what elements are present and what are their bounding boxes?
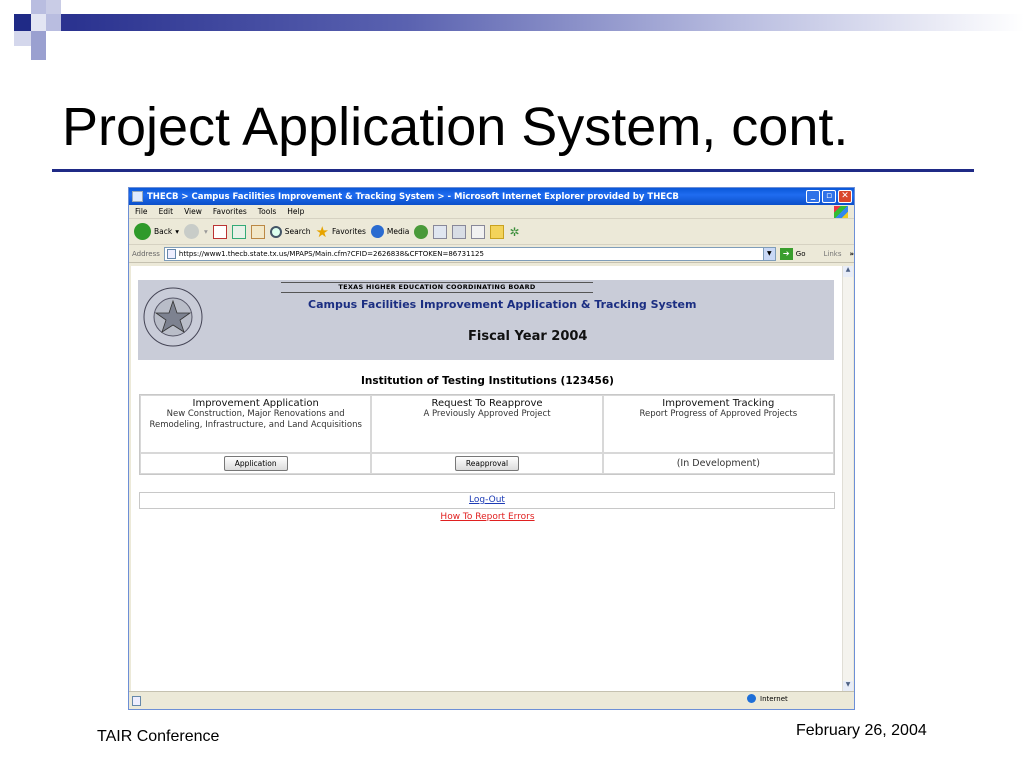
board-rule-bottom xyxy=(281,292,593,293)
window-titlebar[interactable] xyxy=(129,188,854,205)
menu-favorites[interactable]: Favorites xyxy=(212,207,247,216)
search-icon xyxy=(270,226,282,238)
decor-square xyxy=(46,14,61,31)
history-icon[interactable] xyxy=(414,225,428,239)
table-cell xyxy=(603,453,834,474)
go-button[interactable] xyxy=(780,248,806,260)
column-heading: Request To Reapprove xyxy=(431,398,543,409)
address-url: https://www1.thecb.state.tx.us/MPAPS/Main.cfm?CFID=2626838&CFTOKEN=86731125 xyxy=(178,249,484,258)
decor-square xyxy=(46,0,61,14)
table-cell xyxy=(371,453,602,474)
chevron-down-icon: ▾ xyxy=(203,227,208,236)
favorites-label: Favorites xyxy=(331,227,366,236)
decor-square xyxy=(31,46,46,60)
title-rule xyxy=(52,169,974,172)
mail-icon[interactable] xyxy=(433,225,447,239)
menu-bar xyxy=(129,205,854,219)
window-title: THECB > Campus Facilities Improvement & Tracking System > - Microsoft Internet Explorer provided by THECB xyxy=(147,191,679,202)
home-icon[interactable] xyxy=(251,225,265,239)
media-button[interactable] xyxy=(371,225,410,238)
menu-tools[interactable]: Tools xyxy=(257,207,277,216)
back-label: Back xyxy=(154,227,173,236)
go-arrow-icon: ➔ xyxy=(780,248,793,260)
options-table xyxy=(139,394,835,475)
scroll-up-icon[interactable]: ▲ xyxy=(843,266,853,277)
status-bar xyxy=(129,691,855,709)
fiscal-year: Fiscal Year 2004 xyxy=(468,329,588,344)
column-heading: Improvement Application xyxy=(192,398,319,409)
chevron-down-icon[interactable]: ▼ xyxy=(763,248,775,260)
minimize-button[interactable]: _ xyxy=(806,190,820,203)
globe-icon xyxy=(747,694,756,703)
back-arrow-icon xyxy=(134,223,151,240)
table-cell xyxy=(603,395,834,453)
header-gradient-bar xyxy=(74,14,1024,31)
decor-square xyxy=(61,14,74,31)
decor-square xyxy=(31,31,46,46)
stop-icon[interactable] xyxy=(213,225,227,239)
folder-icon[interactable] xyxy=(490,225,504,239)
back-button[interactable] xyxy=(134,223,179,240)
table-cell xyxy=(140,395,371,453)
footer-date: February 26, 2004 xyxy=(796,722,927,739)
refresh-icon[interactable] xyxy=(232,225,246,239)
search-button[interactable] xyxy=(270,226,311,238)
menu-file[interactable]: File xyxy=(135,207,148,216)
column-description: Report Progress of Approved Projects xyxy=(639,409,798,419)
chevron-down-icon: ▾ xyxy=(175,227,179,236)
address-bar xyxy=(129,245,854,263)
browser-window xyxy=(128,187,855,710)
page-banner xyxy=(138,280,834,360)
vertical-scrollbar[interactable] xyxy=(842,266,853,692)
menu-edit[interactable]: Edit xyxy=(158,207,174,216)
seal-logo xyxy=(142,286,204,348)
menu-view[interactable]: View xyxy=(184,207,202,216)
links-button[interactable]: Links xyxy=(823,249,842,258)
page-done-icon xyxy=(132,696,141,706)
windows-logo-icon xyxy=(834,206,848,218)
ie-icon xyxy=(132,191,143,202)
column-heading: Improvement Tracking xyxy=(662,398,775,409)
search-label: Search xyxy=(284,227,311,236)
footer-left: TAIR Conference xyxy=(97,728,220,745)
go-label: Go xyxy=(795,249,806,258)
decor-square xyxy=(31,0,46,14)
system-title: Campus Facilities Improvement Application & Tracking System xyxy=(308,298,697,311)
close-button[interactable]: ✕ xyxy=(838,190,852,203)
decor-square xyxy=(31,14,46,31)
decor-square xyxy=(14,31,31,46)
table-row xyxy=(140,453,834,474)
media-label: Media xyxy=(386,227,410,236)
table-row xyxy=(140,395,834,453)
table-cell xyxy=(140,453,371,474)
messenger-icon[interactable]: ✲ xyxy=(509,224,520,239)
logout-link[interactable]: Log-Out xyxy=(139,492,835,509)
security-zone xyxy=(747,694,788,703)
forward-button[interactable] xyxy=(184,224,199,239)
column-description: A Previously Approved Project xyxy=(423,409,551,419)
application-button[interactable]: Application xyxy=(224,456,288,471)
toolbar xyxy=(129,219,854,245)
chevron-right-icon[interactable]: » xyxy=(849,249,854,258)
web-content xyxy=(131,266,844,692)
print-icon[interactable] xyxy=(452,225,466,239)
zone-label: Internet xyxy=(760,694,788,703)
menu-help[interactable]: Help xyxy=(287,207,305,216)
scroll-down-icon[interactable]: ▼ xyxy=(843,681,853,692)
table-cell xyxy=(371,395,602,453)
report-errors-link[interactable]: How To Report Errors xyxy=(440,512,535,522)
slide-title: Project Application System, cont. xyxy=(62,97,849,157)
media-icon xyxy=(371,225,384,238)
institution-name: Institution of Testing Institutions (123456) xyxy=(361,375,614,387)
decor-square xyxy=(14,14,31,31)
address-label: Address xyxy=(132,249,160,258)
favorites-button[interactable] xyxy=(316,223,366,241)
column-description: New Construction, Major Renovations and Remodeling, Infrastructure, and Land Acquisitions xyxy=(149,409,362,431)
in-development-label: (In Development) xyxy=(676,458,760,469)
edit-icon[interactable] xyxy=(471,225,485,239)
board-name: TEXAS HIGHER EDUCATION COORDINATING BOARD xyxy=(338,283,536,291)
maximize-button[interactable]: ▫ xyxy=(822,190,836,203)
reapproval-button[interactable]: Reapproval xyxy=(455,456,519,471)
page-icon xyxy=(167,249,176,259)
address-input[interactable] xyxy=(164,247,776,261)
star-icon: ★ xyxy=(315,222,329,241)
